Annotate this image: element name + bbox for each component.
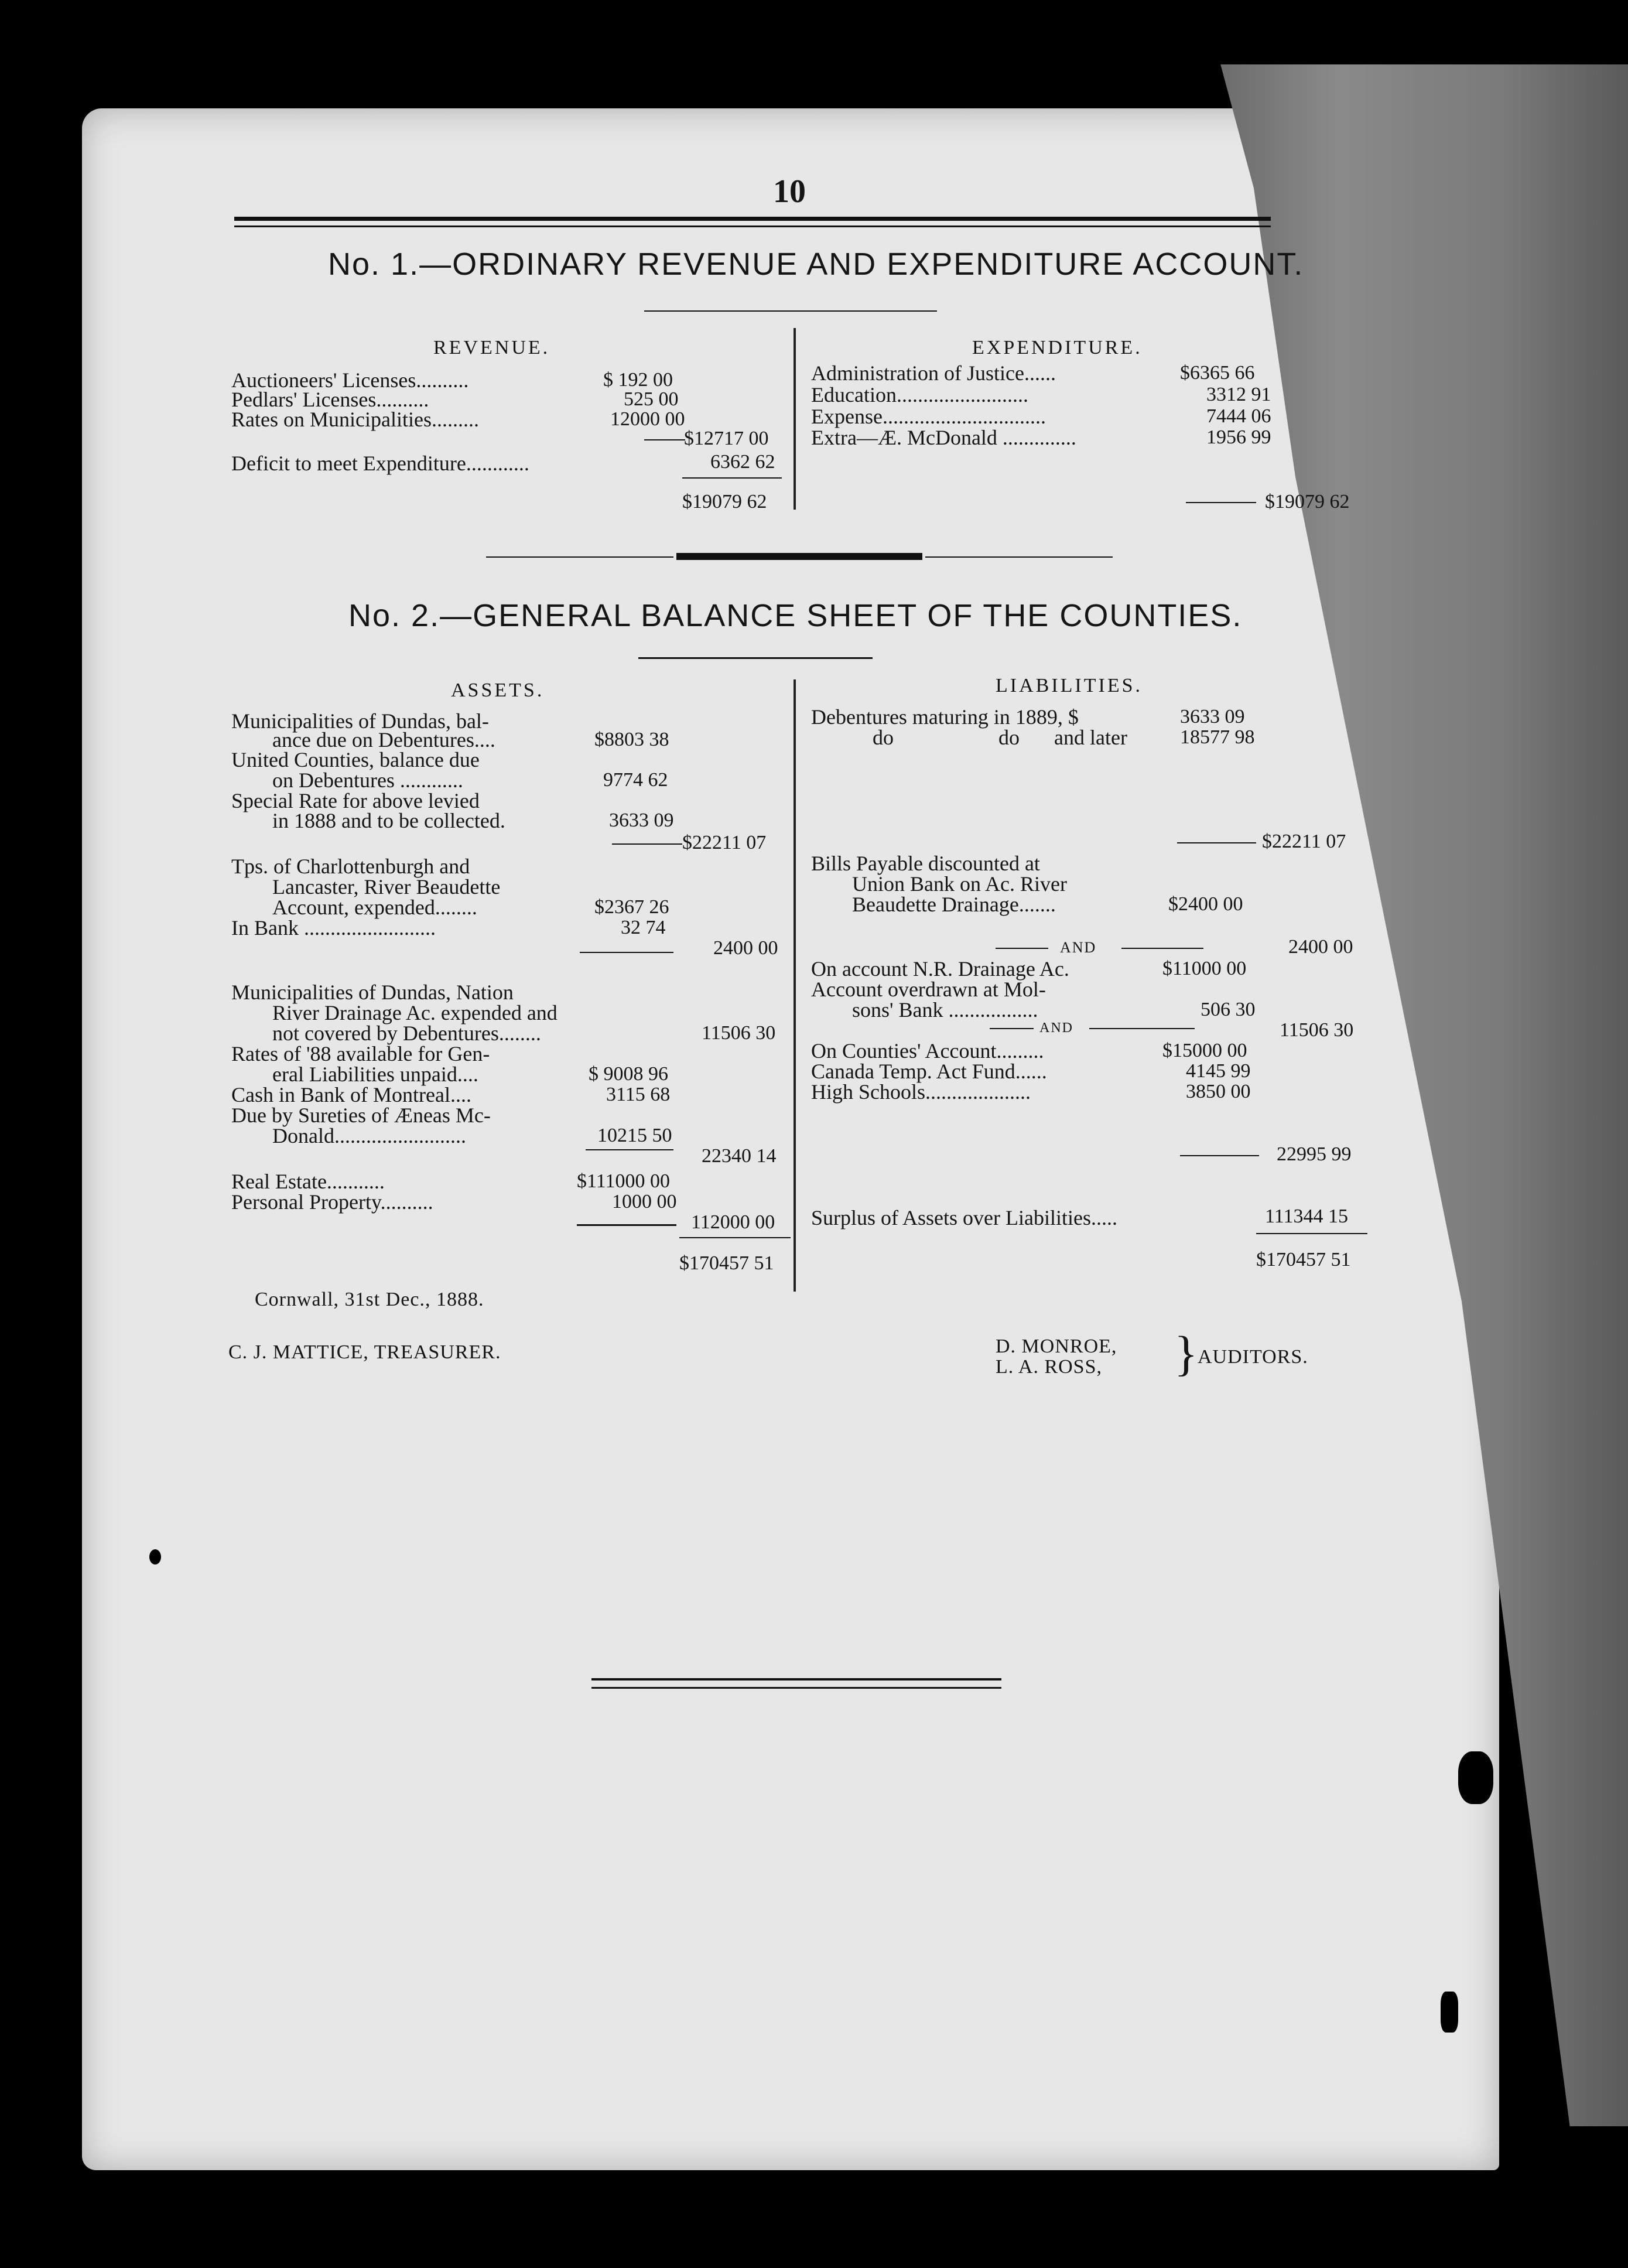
assets-line: River Drainage Ac. expended and bbox=[272, 1001, 558, 1024]
assets-amount: 10215 50 bbox=[597, 1125, 672, 1146]
liab-do: do bbox=[873, 726, 894, 749]
total-rule bbox=[679, 1237, 791, 1238]
revenue-amount: 12000 00 bbox=[610, 408, 685, 430]
assets-line: Cash in Bank of Montreal.... bbox=[231, 1083, 471, 1106]
section1-title: No. 1.—ORDINARY REVENUE AND EXPENDITURE ACCOUNT. bbox=[328, 247, 1304, 282]
assets-line: Tps. of Charlottenburgh and bbox=[231, 855, 470, 878]
expenditure-amount: 1956 99 bbox=[1206, 426, 1271, 448]
dash-rule bbox=[586, 1149, 673, 1150]
and-label: AND bbox=[1039, 1020, 1073, 1036]
bottom-rule bbox=[591, 1678, 1001, 1680]
assets-amount: 9774 62 bbox=[603, 769, 668, 791]
section2-title: No. 2.—GENERAL BALANCE SHEET OF THE COUNTIES. bbox=[348, 598, 1243, 633]
revenue-amount: 525 00 bbox=[624, 388, 679, 410]
assets-muni-amount: 11506 30 bbox=[702, 1022, 776, 1044]
and-label: AND bbox=[1060, 939, 1097, 956]
page-number: 10 bbox=[773, 173, 806, 210]
deficit-amount: 6362 62 bbox=[710, 451, 775, 473]
liab-amount: $2400 00 bbox=[1168, 893, 1243, 915]
auditor-2: L. A. ROSS, bbox=[996, 1356, 1102, 1378]
ink-speck bbox=[1441, 1992, 1458, 2033]
liab-line: Union Bank on Ac. River bbox=[852, 872, 1067, 896]
separator-center bbox=[676, 553, 922, 560]
assets-line: in 1888 and to be collected. bbox=[272, 809, 505, 832]
dash-rule bbox=[990, 1028, 1034, 1029]
dash-rule bbox=[1089, 1028, 1195, 1029]
assets-line: ance due on Debentures.... bbox=[272, 728, 495, 752]
surplus-amount: 111344 15 bbox=[1265, 1205, 1348, 1227]
expenditure-amount: $6365 66 bbox=[1180, 362, 1255, 384]
liab-subtotal3: 11506 30 bbox=[1280, 1019, 1354, 1041]
assets-amount: $8803 38 bbox=[594, 729, 669, 750]
liab-subtotal4: 22995 99 bbox=[1277, 1143, 1352, 1165]
liab-line: High Schools.................... bbox=[811, 1080, 1031, 1104]
revenue-row: Rates on Municipalities......... bbox=[231, 408, 479, 431]
dash-rule bbox=[644, 439, 685, 440]
total-rule bbox=[682, 477, 782, 479]
place-date: Cornwall, 31st Dec., 1888. bbox=[255, 1289, 484, 1310]
revenue-amount: $ 192 00 bbox=[603, 369, 673, 391]
liab-line: On Counties' Account......... bbox=[811, 1039, 1044, 1063]
bottom-rule-thin bbox=[591, 1687, 1001, 1689]
assets-total: $170457 51 bbox=[679, 1252, 774, 1274]
revenue-heading: REVENUE. bbox=[433, 337, 550, 358]
revenue-row: Auctioneers' Licenses.......... bbox=[231, 368, 469, 392]
expenditure-row: Administration of Justice...... bbox=[811, 361, 1056, 385]
liab-amount: 506 30 bbox=[1201, 999, 1256, 1020]
expenditure-heading-text: EXPENDITURE. bbox=[972, 337, 1143, 358]
assets-amount: 32 74 bbox=[621, 917, 666, 938]
revenue-row: Pedlars' Licenses.......... bbox=[231, 388, 429, 411]
assets-subtotal4: 112000 00 bbox=[691, 1211, 775, 1233]
assets-amount: 3633 09 bbox=[609, 809, 674, 831]
dash-rule bbox=[1186, 502, 1256, 503]
liabilities-heading: LIABILITIES. bbox=[996, 675, 1143, 696]
expenditure-total: $19079 62 bbox=[1265, 491, 1350, 513]
separator-left bbox=[486, 556, 673, 558]
revenue-total: $19079 62 bbox=[682, 491, 767, 513]
auditors-label: AUDITORS. bbox=[1198, 1346, 1308, 1368]
liab-subtotal1: $22211 07 bbox=[1262, 831, 1346, 852]
brace-icon: } bbox=[1174, 1327, 1198, 1381]
assets-line: Real Estate........... bbox=[231, 1170, 385, 1193]
liab-amount: $15000 00 bbox=[1162, 1040, 1247, 1061]
assets-amount: $2367 26 bbox=[594, 896, 669, 918]
surplus-label: Surplus of Assets over Liabilities..... bbox=[811, 1206, 1117, 1229]
expenditure-amount: 3312 91 bbox=[1206, 384, 1271, 405]
expenditure-row: Expense............................... bbox=[811, 405, 1046, 428]
liab-line: sons' Bank ................. bbox=[852, 998, 1038, 1022]
expenditure-row: Education......................... bbox=[811, 383, 1028, 407]
total-rule bbox=[1256, 1233, 1367, 1234]
liab-amount: $11000 00 bbox=[1162, 958, 1247, 979]
assets-line: In Bank ......................... bbox=[231, 916, 436, 940]
liab-total: $170457 51 bbox=[1256, 1249, 1351, 1270]
expenditure-amount: 7444 06 bbox=[1206, 405, 1271, 427]
dash-rule bbox=[1121, 948, 1203, 949]
assets-line: Special Rate for above levied bbox=[231, 789, 480, 812]
revenue-subtotal: $12717 00 bbox=[684, 428, 769, 449]
treasurer-signature: C. J. MATTICE, TREASURER. bbox=[228, 1341, 501, 1363]
separator-right bbox=[925, 556, 1113, 558]
liab-amount: 3633 09 bbox=[1180, 706, 1245, 727]
assets-line: Due by Sureties of Æneas Mc- bbox=[231, 1104, 491, 1127]
assets-line: Donald......................... bbox=[272, 1124, 466, 1147]
assets-subtotal2: 2400 00 bbox=[713, 937, 778, 959]
dash-rule bbox=[1177, 842, 1256, 843]
ink-speck bbox=[1458, 1751, 1493, 1804]
assets-heading: ASSETS. bbox=[451, 679, 545, 701]
assets-line: not covered by Debentures........ bbox=[272, 1022, 541, 1045]
assets-line: Lancaster, River Beaudette bbox=[272, 875, 501, 899]
assets-line: Rates of '88 available for Gen- bbox=[231, 1042, 490, 1065]
assets-amount: $ 9008 96 bbox=[589, 1063, 668, 1085]
dash-rule bbox=[580, 952, 673, 953]
liab-line: and later bbox=[1054, 726, 1127, 749]
assets-subtotal1: $22211 07 bbox=[682, 832, 767, 853]
assets-amount: $111000 00 bbox=[577, 1170, 670, 1192]
liab-line: Bills Payable discounted at bbox=[811, 852, 1040, 875]
assets-line: eral Liabilities unpaid.... bbox=[272, 1063, 478, 1086]
title1-underline bbox=[644, 310, 937, 312]
liab-line: Account overdrawn at Mol- bbox=[811, 978, 1046, 1001]
section2-divider bbox=[794, 679, 796, 1292]
assets-line: Personal Property.......... bbox=[231, 1190, 433, 1214]
top-rule bbox=[234, 217, 1271, 221]
liab-line: Canada Temp. Act Fund...... bbox=[811, 1060, 1047, 1083]
deficit-label: Deficit to meet Expenditure............ bbox=[231, 452, 529, 475]
liab-line: On account N.R. Drainage Ac. bbox=[811, 957, 1069, 981]
dash-rule bbox=[577, 1224, 676, 1226]
liab-amount: 4145 99 bbox=[1186, 1060, 1251, 1082]
assets-subtotal3: 22340 14 bbox=[702, 1145, 777, 1167]
liab-do: do bbox=[998, 726, 1020, 749]
expenditure-row: Extra—Æ. McDonald .............. bbox=[811, 426, 1076, 449]
section1-divider bbox=[794, 328, 796, 510]
assets-line: Municipalities of Dundas, Nation bbox=[231, 981, 514, 1004]
liab-subtotal2: 2400 00 bbox=[1288, 936, 1353, 958]
assets-amount: 3115 68 bbox=[606, 1084, 671, 1105]
dash-rule bbox=[1180, 1155, 1259, 1156]
liab-line: Beaudette Drainage....... bbox=[852, 893, 1056, 916]
top-rule-thin bbox=[234, 226, 1271, 227]
assets-line: on Debentures ............ bbox=[272, 768, 463, 792]
liab-line: Debentures maturing in 1889, $ bbox=[811, 705, 1079, 729]
liab-amount: 18577 98 bbox=[1180, 726, 1255, 748]
dash-rule bbox=[612, 843, 682, 845]
title2-underline bbox=[638, 657, 873, 659]
dash-rule bbox=[996, 948, 1048, 949]
liab-amount: 3850 00 bbox=[1186, 1081, 1251, 1102]
assets-line: United Counties, balance due bbox=[231, 748, 480, 771]
ink-speck bbox=[149, 1549, 161, 1565]
auditor-1: D. MONROE, bbox=[996, 1335, 1117, 1357]
assets-line: Municipalities of Dundas, bal- bbox=[231, 709, 489, 733]
assets-amount: 1000 00 bbox=[612, 1191, 677, 1212]
assets-line: Account, expended........ bbox=[272, 896, 477, 919]
